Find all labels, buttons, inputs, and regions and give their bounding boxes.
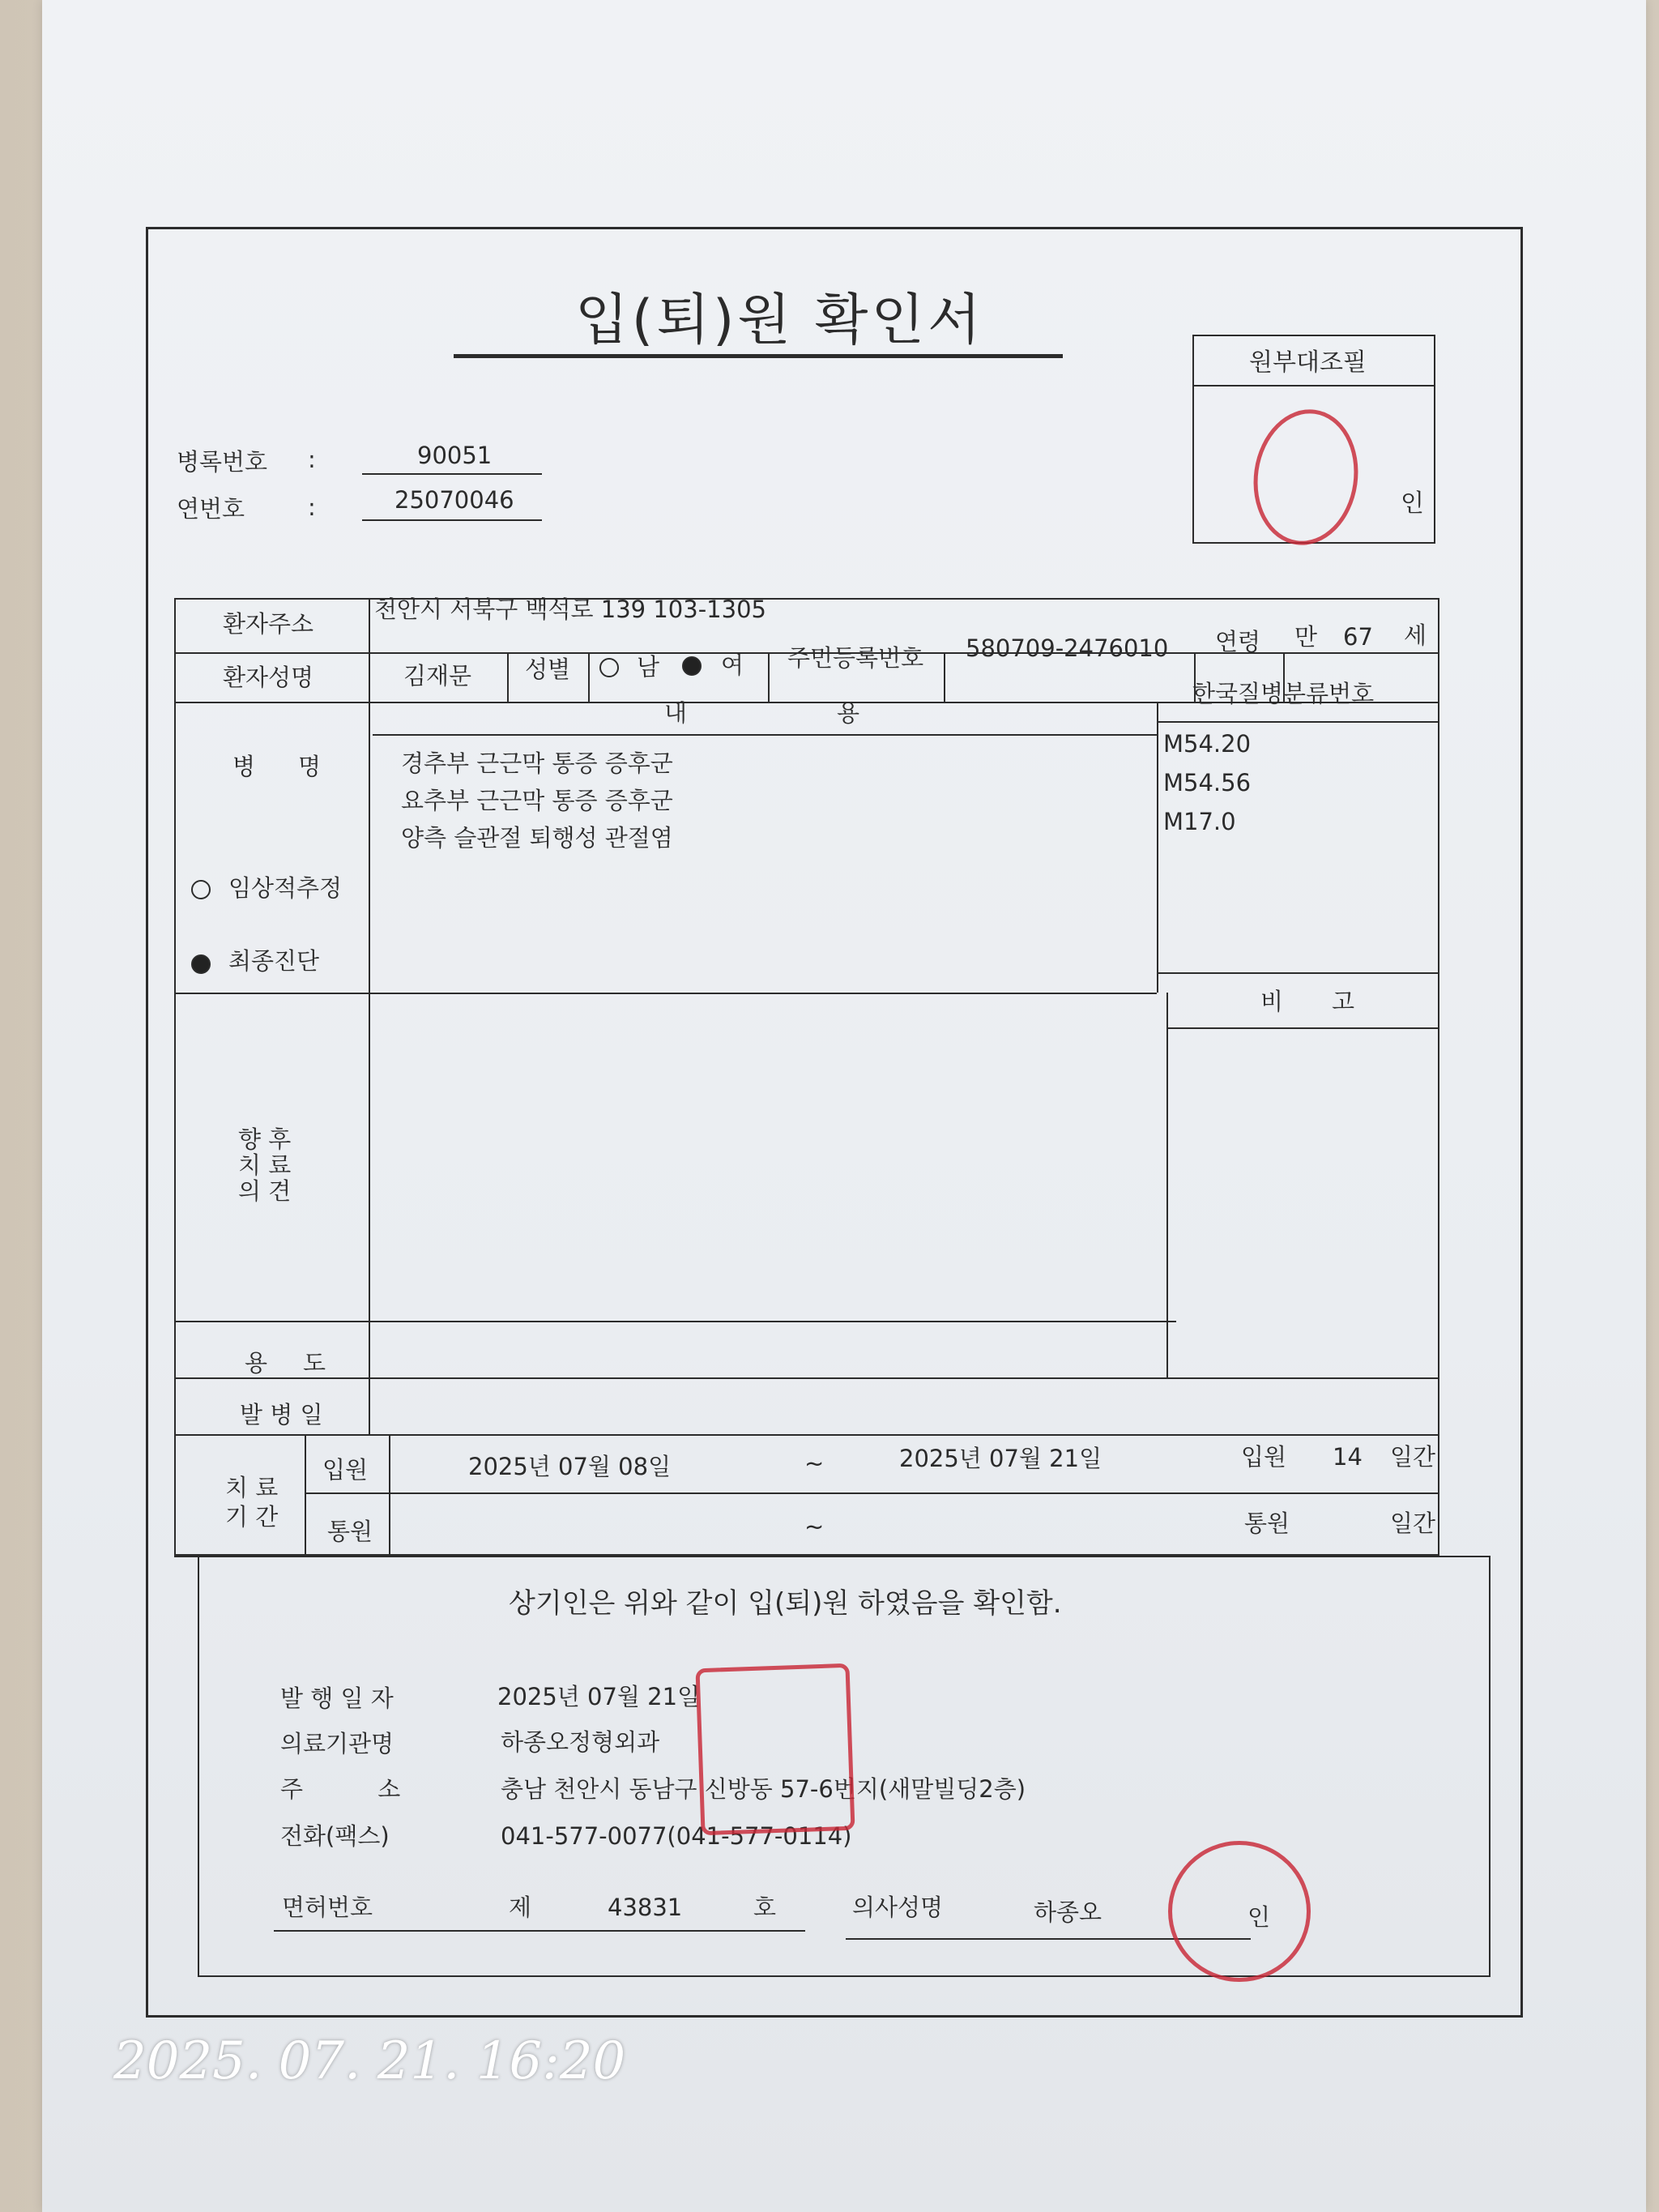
diagnosis-name-3: 양측 슬관절 퇴행성 관절염 xyxy=(401,824,673,852)
license-label: 면허번호 xyxy=(282,1894,373,1921)
code-header: 한국질병분류번호 xyxy=(1192,680,1375,707)
inpatient-tilde: ~ xyxy=(804,1450,825,1477)
address-value: 천안시 서북구 백석로 139 103-1305 xyxy=(374,596,766,623)
purpose-label-1: 용 xyxy=(245,1349,268,1377)
diagnosis-label-1: 병 xyxy=(232,753,256,780)
ward-no-value: 90051 xyxy=(417,442,493,469)
content-header-2: 용 xyxy=(837,699,860,727)
id-label: 주민등록번호 xyxy=(787,644,924,672)
issue-date-label: 발 행 일 자 xyxy=(280,1685,394,1712)
license-suffix: 호 xyxy=(753,1894,777,1921)
remarks-label-1: 비 xyxy=(1260,988,1284,1015)
name-value: 김재문 xyxy=(403,662,472,690)
inpatient-days-value: 14 xyxy=(1333,1443,1363,1471)
doctor-name: 하종오 xyxy=(1034,1898,1102,1926)
age-suffix: 세 xyxy=(1404,621,1427,649)
outpatient-days-label: 통원 xyxy=(1244,1510,1290,1537)
age-prefix: 만 xyxy=(1294,623,1318,651)
content-header-1: 내 xyxy=(664,699,688,727)
opinion-label-line-2: 치 료 xyxy=(238,1151,292,1179)
serial-label: 연번호 xyxy=(177,495,245,523)
opinion-label-line-1: 향 후 xyxy=(238,1125,292,1153)
phone-label: 전화(팩스) xyxy=(280,1822,390,1850)
sex-label: 성별 xyxy=(525,655,571,683)
name-label: 환자성명 xyxy=(223,664,314,691)
seal-box-label: 원부대조필 xyxy=(1249,348,1367,377)
inpatient-to: 2025년 07월 21일 xyxy=(899,1445,1102,1472)
opinion-label-line-3: 의 견 xyxy=(238,1177,292,1205)
serial-value: 25070046 xyxy=(394,486,514,514)
diagnosis-name-1: 경추부 근근막 통증 증후군 xyxy=(401,749,673,777)
inpatient-from: 2025년 07월 08일 xyxy=(468,1453,672,1480)
phone-value: 041-577-0077(041-577-0114) xyxy=(501,1822,852,1850)
ward-no-colon: : xyxy=(308,446,316,473)
doctor-label: 의사성명 xyxy=(852,1894,944,1921)
document-title: 입(퇴)원 확인서 xyxy=(575,288,984,352)
sex-female-label: 여 xyxy=(721,651,744,679)
outpatient-label: 통원 xyxy=(327,1518,373,1545)
seal-box-in: 인 xyxy=(1401,489,1424,518)
diagnosis-code-3: M17.0 xyxy=(1163,808,1236,835)
inpatient-days-unit: 일간 xyxy=(1390,1443,1436,1471)
diagnosis-code-1: M54.20 xyxy=(1163,730,1252,758)
diagnosis-label-2: 명 xyxy=(298,753,322,780)
address-label: 환자주소 xyxy=(223,610,314,638)
serial-colon: : xyxy=(308,493,316,521)
doctor-in: 인 xyxy=(1247,1903,1271,1931)
photo-timestamp: 2025. 07. 21. 16:20 xyxy=(113,2031,626,2091)
sex-male-label: 남 xyxy=(637,653,660,681)
hospital-label: 의료기관명 xyxy=(280,1730,394,1757)
license-prefix: 제 xyxy=(509,1894,532,1921)
final-diagnosis-label: 최종진단 xyxy=(228,947,320,975)
issuer-address-label: 주 소 xyxy=(280,1775,401,1803)
ward-no-label: 병록번호 xyxy=(177,448,268,476)
outpatient-tilde: ~ xyxy=(804,1513,825,1540)
diagnosis-name-2: 요추부 근근막 통증 증후군 xyxy=(401,787,673,814)
inpatient-days-label: 입원 xyxy=(1241,1443,1287,1471)
license-number: 43831 xyxy=(608,1894,683,1921)
period-label-line-1: 치 료 xyxy=(225,1474,279,1501)
hospital-value: 하종오정형외과 xyxy=(501,1728,660,1756)
clinical-estimate-label: 임상적추정 xyxy=(228,874,343,902)
diagnosis-code-2: M54.56 xyxy=(1163,769,1252,796)
onset-label: 발 병 일 xyxy=(240,1401,323,1428)
outpatient-days-unit: 일간 xyxy=(1390,1510,1436,1537)
issuer-address-value: 충남 천안시 동남구 신방동 57-6번지(새말빌딩2층) xyxy=(501,1775,1026,1803)
period-label-line-2: 기 간 xyxy=(225,1503,279,1531)
inpatient-label: 입원 xyxy=(322,1456,369,1484)
page-border xyxy=(146,227,1523,2018)
issue-date-value: 2025년 07월 21일 xyxy=(497,1683,701,1710)
confirmation-text: 상기인은 위와 같이 입(퇴)원 하였음을 확인함. xyxy=(509,1587,1062,1620)
age-value: 67 xyxy=(1343,623,1373,651)
age-label: 연령 xyxy=(1215,628,1261,655)
id-value: 580709-2476010 xyxy=(966,634,1169,662)
remarks-label-2: 고 xyxy=(1332,988,1355,1015)
purpose-label-2: 도 xyxy=(303,1349,326,1377)
